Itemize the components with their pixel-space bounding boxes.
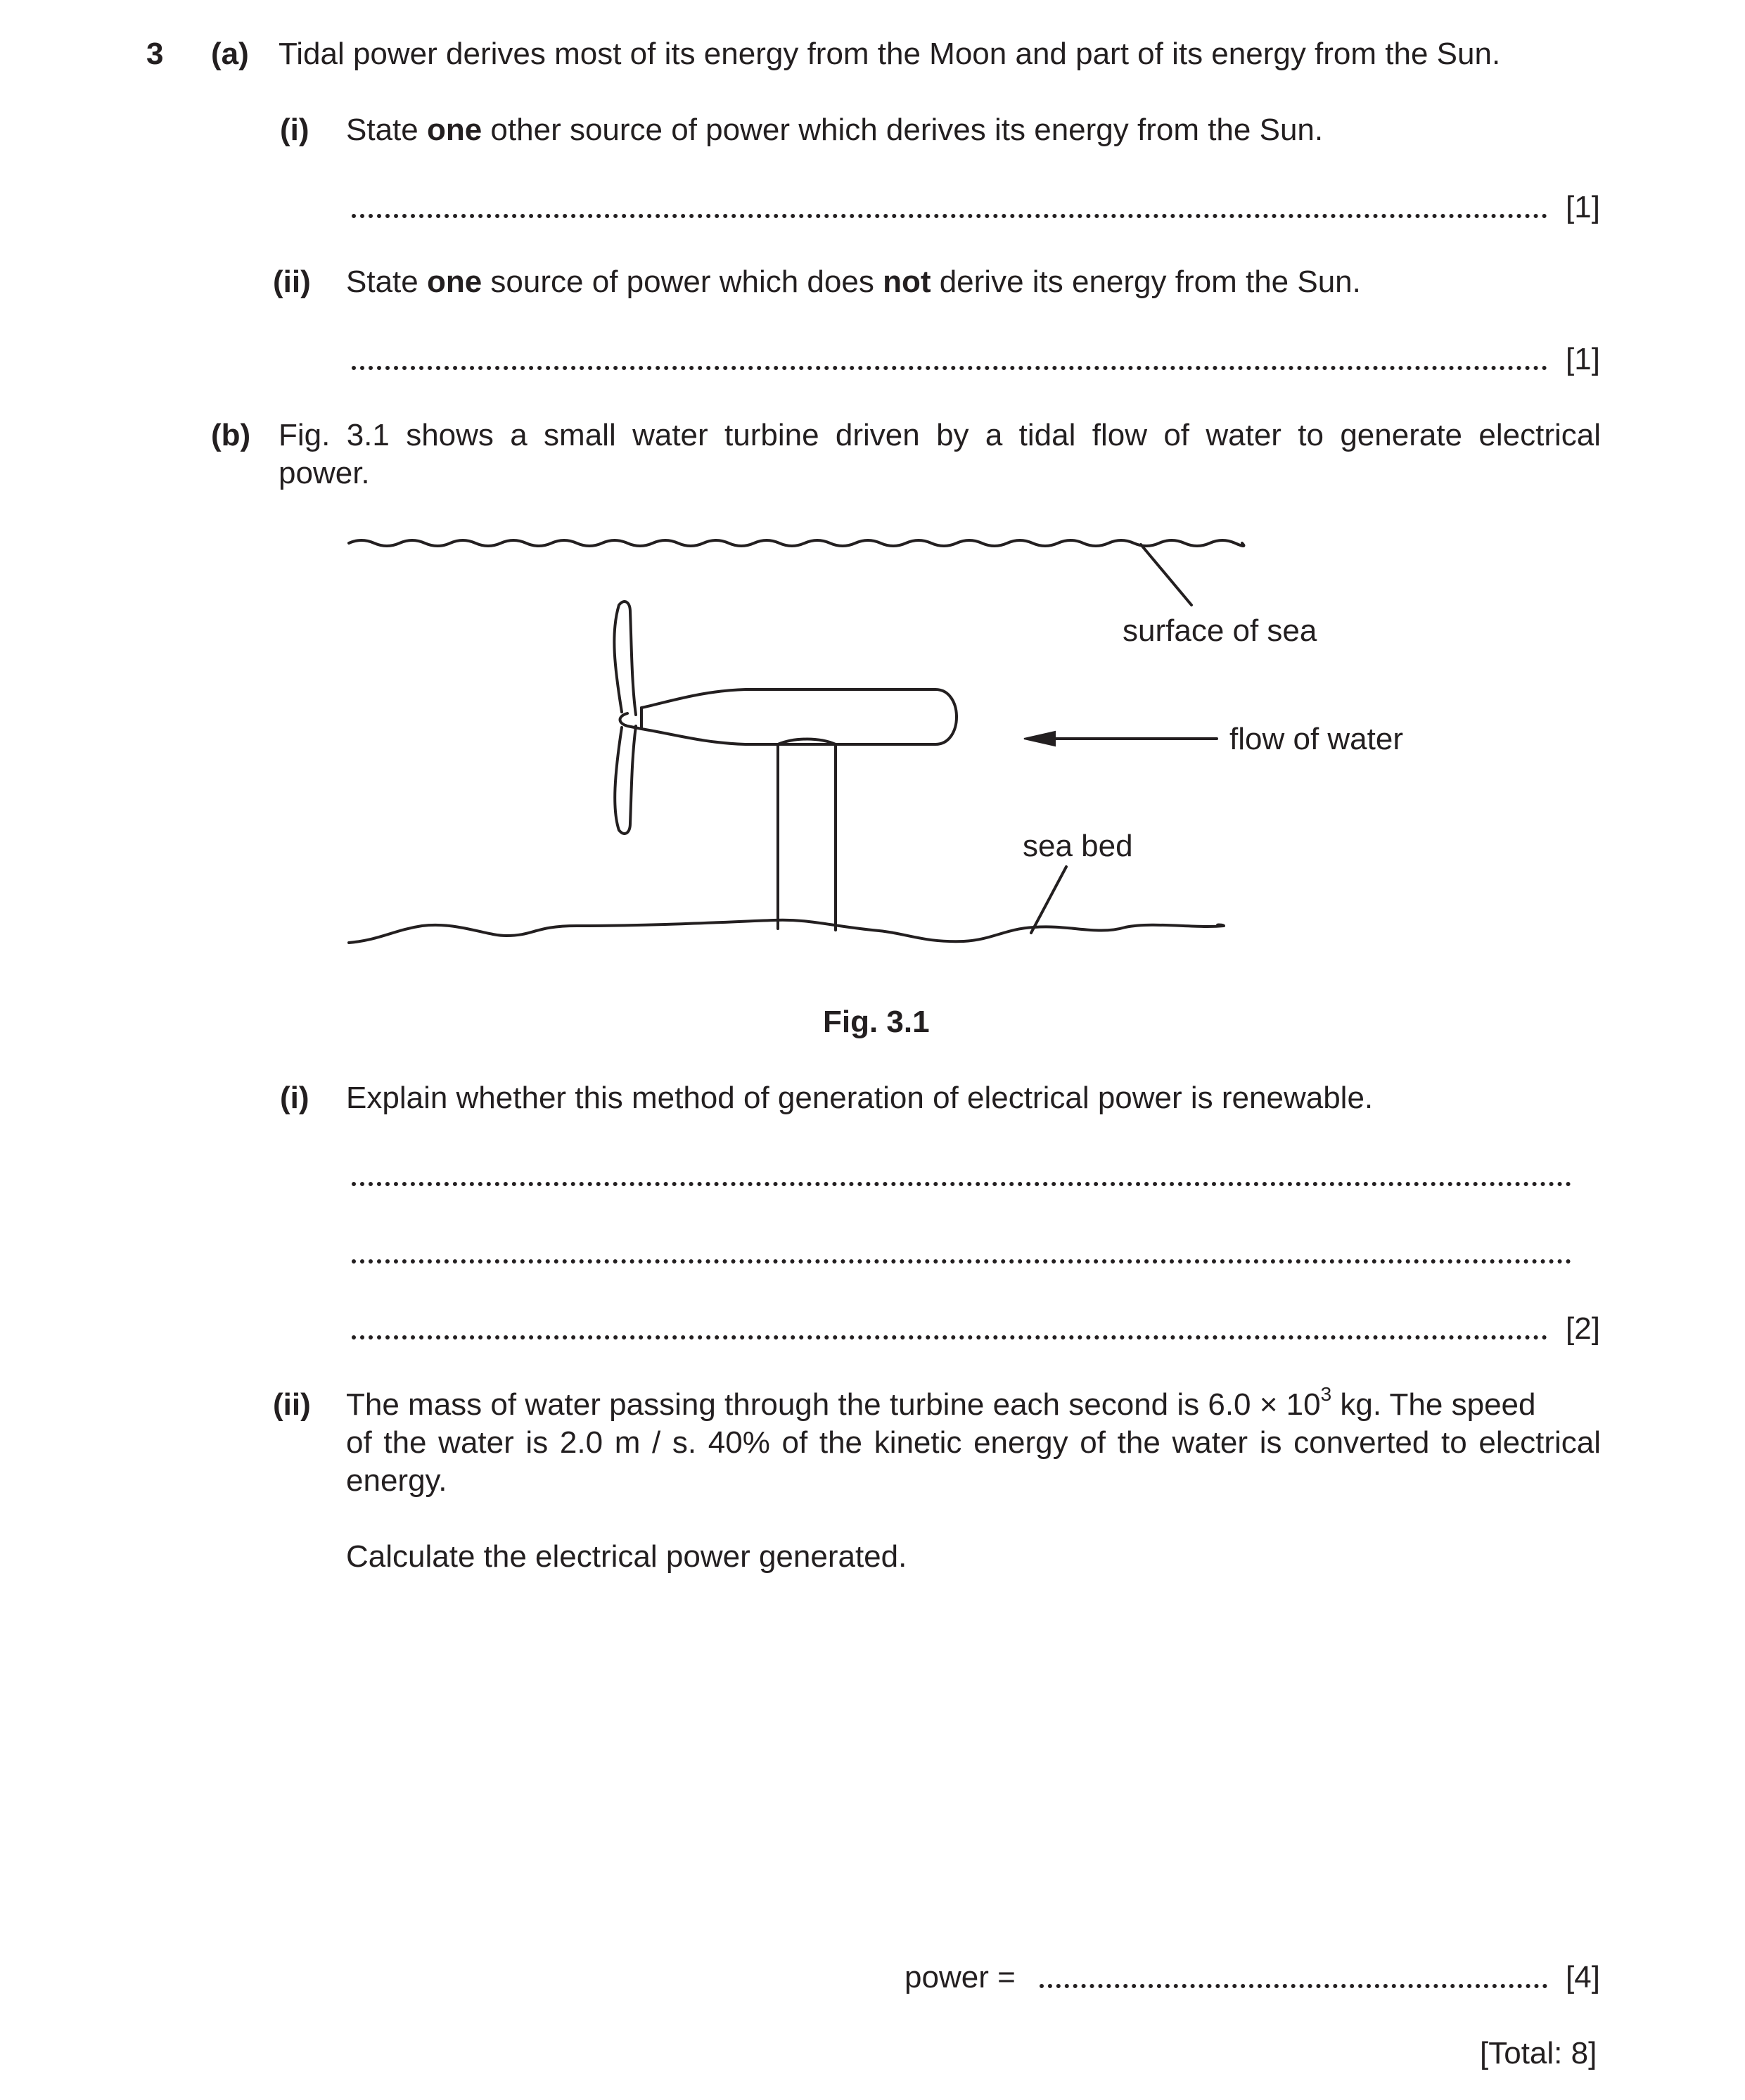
turbine-nacelle	[641, 689, 957, 744]
part-b-i-question: Explain whether this method of generation of electrical power is renewable.	[346, 1081, 1374, 1115]
part-b-stem-line1: Fig. 3.1 shows a small water turbine driven by a tidal flow of water to generate electrical	[279, 418, 1601, 452]
figure-3-1	[0, 0, 1745, 985]
part-a-i-pre: State	[346, 113, 427, 147]
part-a-i-label: (i)	[280, 113, 309, 147]
total-marks: [Total: 8]	[1480, 2036, 1597, 2070]
part-a-stem: Tidal power derives most of its energy from the Moon and part of its energy from the Sun.	[279, 37, 1501, 71]
turbine-pillar	[778, 744, 836, 930]
part-a-ii-label: (ii)	[273, 265, 311, 299]
part-b-ii-line1-sup: 3	[1320, 1383, 1332, 1406]
power-answer-label: power =	[905, 1960, 1016, 1994]
surface-leader-line	[1141, 545, 1191, 605]
label-sea-bed: sea bed	[1023, 829, 1133, 863]
part-b-ii-line2: of the water is 2.0 m / s. 40% of the kinetic energy of the water is converted to electrical	[346, 1425, 1601, 1460]
part-a-ii-bold1: one	[426, 265, 482, 299]
question-number: 3	[146, 37, 164, 71]
part-b-ii-line1-pre: The mass of water passing through the turbine each second is 6.0 × 10	[346, 1387, 1321, 1422]
answer-line-b-i-2[interactable]	[352, 1259, 1571, 1264]
turbine-blade-lower	[615, 726, 636, 834]
part-a-i-post: other source of power which derives its energy from the Sun.	[482, 113, 1324, 147]
answer-line-b-i-1[interactable]	[352, 1182, 1571, 1186]
part-b-ii-line1	[346, 1383, 1601, 1424]
part-b-ii-line1-text	[346, 1383, 1536, 1424]
turbine-blade-upper	[614, 602, 636, 715]
power-answer-line[interactable]	[1040, 1984, 1547, 1988]
marks-a-i: [1]	[1566, 190, 1600, 224]
marks-b-ii: [4]	[1566, 1960, 1600, 1994]
part-a-ii-post: derive its energy from the Sun.	[931, 265, 1361, 299]
part-a-label: (a)	[211, 37, 249, 71]
part-b-ii-label: (ii)	[273, 1387, 311, 1422]
part-b-stem-line2: power.	[279, 456, 370, 490]
sea-surface-line	[349, 540, 1244, 546]
part-b-i-label: (i)	[280, 1081, 309, 1115]
seabed-leader-line	[1031, 867, 1066, 933]
part-a-ii-pre: State	[346, 265, 427, 299]
part-b-ii-line3: energy.	[346, 1463, 447, 1498]
part-a-ii-mid: source of power which does	[482, 265, 883, 299]
part-b-ii-line1-post: kg. The speed	[1331, 1387, 1536, 1422]
part-b-ii-instruction: Calculate the electrical power generated.	[346, 1539, 907, 1574]
marks-b-i: [2]	[1566, 1311, 1600, 1346]
turbine-hub	[620, 708, 642, 729]
part-a-i-bold: one	[426, 113, 482, 147]
label-surface-of-sea: surface of sea	[1123, 613, 1317, 648]
part-a-ii-bold2: not	[883, 265, 931, 299]
figure-caption: Fig. 3.1	[823, 1005, 930, 1039]
marks-a-ii: [1]	[1566, 342, 1600, 376]
part-b-label: (b)	[211, 418, 251, 452]
sea-bed-line	[349, 920, 1224, 943]
answer-line-b-i-3[interactable]	[352, 1335, 1547, 1339]
flow-arrow-head	[1024, 732, 1055, 746]
label-flow-of-water: flow of water	[1229, 722, 1403, 756]
